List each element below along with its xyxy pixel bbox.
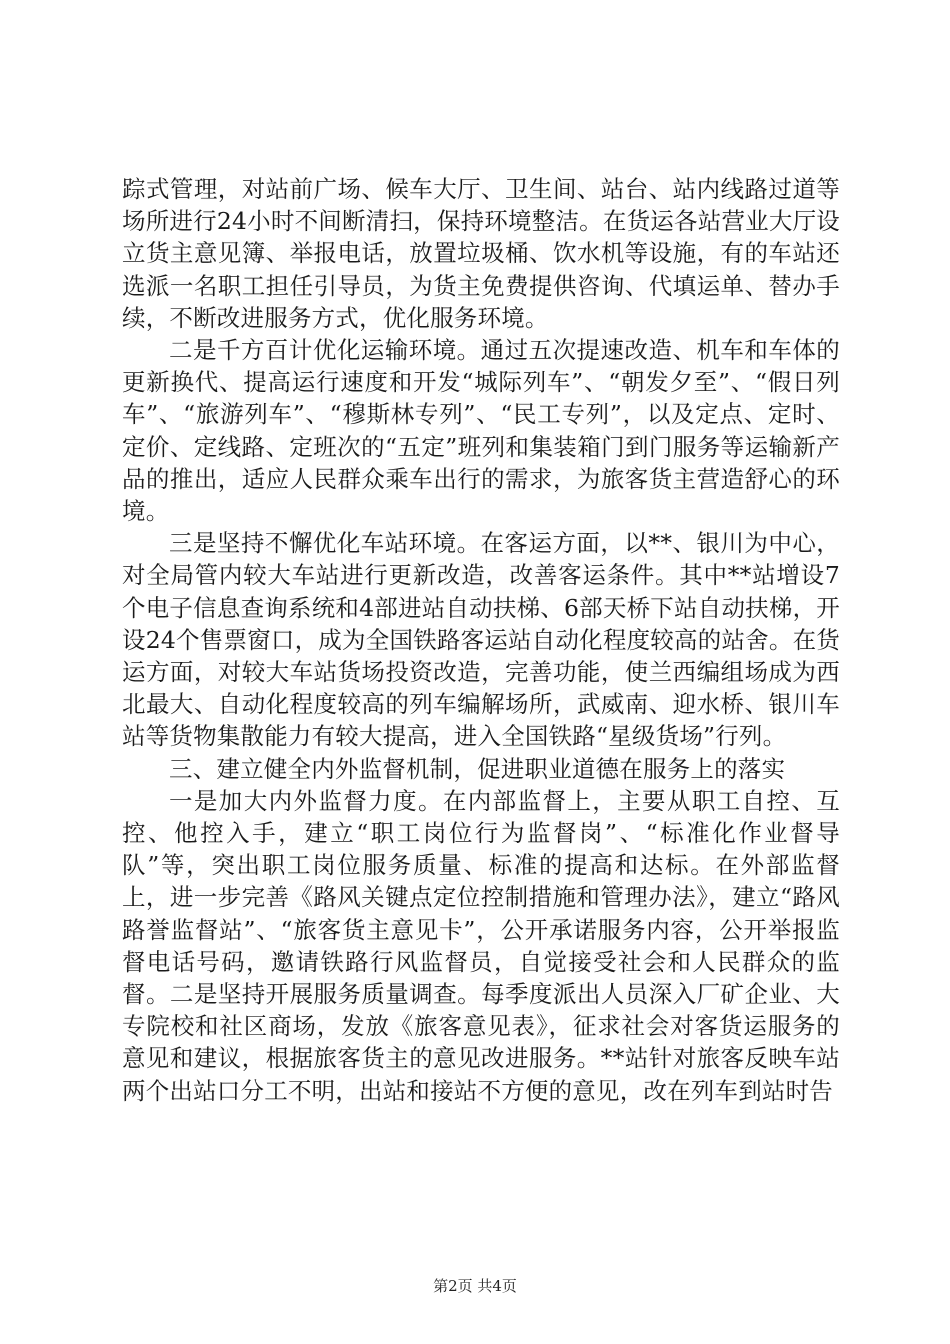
paragraph-1: 踪式管理，对站前广场、候车大厅、卫生间、站台、站内线路过道等场所进行24小时不间断清扫，保持环境整洁。在货运各站营业大厅设立货主意见簿、举报电话，放置垃圾桶、饮水机等设施，有的车站还选派一名职工担任引导员，为货主免费提供咨询、代填运单、替办手续，不断改进服务方式，优化服务环境。: [122, 175, 840, 332]
paragraph-4: 一是加大内外监督力度。在内部监督上，主要从职工自控、互控、他控入手，建立“职工岗位行为监督岗”、“标准化作业督导队”等，突出职工岗位服务质量、标准的提高和达标。在外部监督上，进一步完善《路风关键点定位控制措施和管理办法》，建立“路风路誉监督站”、“旅客货主意见卡”，公开承诺服务内容，公开举报监督电话号码，邀请铁路行风监督员，自觉接受社会和人民群众的监督。二是坚持开展服务质量调查。每季度派出人员深入厂矿企业、大专院校和社区商场，发放《旅客意见表》，征求社会对客货运服务的意见和建议，根据旅客货主的意见改进服务。**站针对旅客反映车站两个出站口分工不明，出站和接站不方便的意见，改在列车到站时告: [122, 786, 840, 1105]
paragraph-2: 二是千方百计优化运输环境。通过五次提速改造、机车和车体的更新换代、提高运行速度和开发“城际列车”、“朝发夕至”、“假日列车”、“旅游列车”、“穆斯林专列”、“民工专列”，以及定点、定时、定价、定线路、定班次的“五定”班列和集装箱门到门服务等运输新产品的推出，适应人民群众乘车出行的需求，为旅客货主营造舒心的环境。: [122, 336, 840, 526]
paragraph-3: 三是坚持不懈优化车站环境。在客运方面，以**、银川为中心，对全局管内较大车站进行更新改造，改善客运条件。其中**站增设7个电子信息查询系统和4部进站自动扶梯、6部天桥下站自动扶梯，开设24个售票窗口，成为全国铁路客运站自动化程度较高的站舍。在货运方面，对较大车站货场投资改造，完善功能，使兰西编组场成为西北最大、自动化程度较高的列车编解场所，武威南、迎水桥、银川车站等货物集散能力有较大提高，进入全国铁路“星级货场”行列。: [122, 529, 840, 751]
section-heading-3: 三、建立健全内外监督机制，促进职业道德在服务上的落实: [169, 754, 786, 783]
page-number-footer: 第2页 共4页: [433, 1277, 517, 1295]
document-body: [122, 173, 840, 1107]
